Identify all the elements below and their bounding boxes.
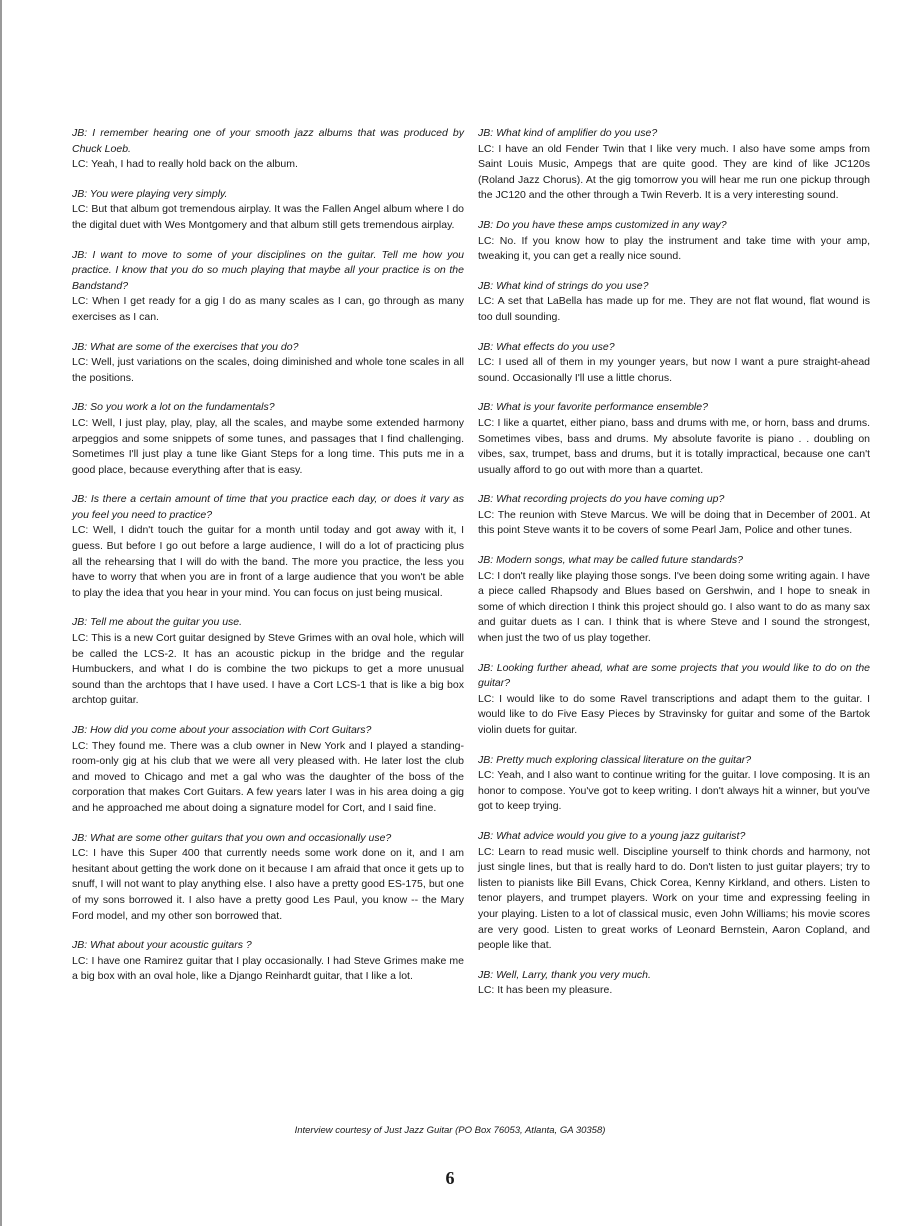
question: JB: What is your favorite performance ensemble? — [478, 401, 708, 414]
qa-block — [72, 400, 464, 478]
left-column — [72, 126, 464, 999]
answer: LC: A set that LaBella has made up for me. They are not flat wound, flat wound is too dull sounding. — [478, 295, 870, 323]
qa-block — [478, 753, 870, 815]
question: JB: What kind of amplifier do you use? — [478, 127, 658, 139]
qa-block — [478, 492, 870, 539]
answer: LC: I have one Ramirez guitar that I play occasionally. I had Steve Grimes make me a big box with an oval hole, like a Django Reinhardt guitar, that I like a lot. — [72, 954, 464, 983]
interview-credit: Interview courtesy of Just Jazz Guitar (PO Box 76053, Atlanta, GA 30358) — [294, 1125, 606, 1136]
qa-block — [478, 968, 870, 999]
answer: LC: I used all of them in my younger years, but now I want a pure straight-ahead sound. Occasionally I'll use a little chorus. — [478, 356, 870, 384]
answer: LC: I have this Super 400 that currently needs some work done on it, and I am hesitant about getting the work done on it because I am afraid that once it gets up to snuff, I will not want to play anything else. I also have a pretty good ES-175, but one of my sons borrowed it. I also have a pretty good Les Paul, you know -- the Mary Ford model, and my other son borrowed that. — [72, 847, 464, 922]
question: JB: What advice would you give to a young jazz guitarist? — [478, 829, 746, 842]
qa-block — [478, 279, 870, 326]
question: JB: What recording projects do you have coming up? — [478, 493, 725, 506]
qa-block — [478, 400, 870, 478]
qa-block — [72, 248, 464, 326]
question: JB: Modern songs, what may be called future standards? — [478, 554, 743, 567]
page-edge — [0, 0, 2, 1226]
answer: LC: Well, I didn't touch the guitar for a month until today and got away with it, I guess. But before I go out before a large audience, I will do a lot of practicing plus all the rehearsing that I will do with the band. The more you practice, the less you have to worry that when you are in front of a large audience that you won't be able to play the idea that you hear in your mind. You can focus on just being musical. — [72, 524, 464, 599]
question: JB: I want to move to some of your disciplines on the guitar. Tell me how you practice. I know that you do so much playing that maybe all your practice is on the Bandstand? — [72, 248, 464, 292]
question: JB: Tell me about the guitar you use. — [72, 616, 243, 629]
answer: LC: But that album got tremendous airplay. It was the Fallen Angel album where I do the digital duet with Wes Montgomery and that album still gets tremendous airplay. — [72, 203, 464, 231]
answer: LC: They found me. There was a club owner in New York and I played a standing-room-only gig at his club that we were all very pleased with. He later lost the club and moved to Chicago and met a gal who was the daughter of the boss of the corporation that makes Cort Guitars. A few years later I was in his area doing a gig and he approached me about doing a signature model for Cort, and I said fine. — [72, 739, 464, 814]
qa-block — [72, 187, 464, 234]
answer: LC: I don't really like playing those songs. I've been doing some writing again. I have a piece called Rhapsody and Blues based on Gershwin, and I hope to sneak in some of which direction I think this project should go. I also want to do as many sax and guitar duets as I can. I think that is where Steve and I sound the strongest, when just the two of us play together. — [478, 569, 870, 645]
qa-block — [72, 615, 464, 709]
right-column — [478, 126, 870, 1013]
answer: LC: No. If you know how to play the instrument and take time with your amp, tweaking it, you can get a really nice sound. — [478, 234, 870, 263]
answer: LC: When I get ready for a gig I do as many scales as I can, go through as many exercises as I can. — [72, 295, 464, 323]
answer: LC: I like a quartet, either piano, bass and drums with me, or horn, bass and drums. Sometimes vibes, bass and drums. My absolute favorite is piano . . doubling on vibes, sax, trumpet, bass and drums, but it is totally impractical, because one can't usually afford to go out with more than a quartet. — [478, 416, 870, 476]
question: JB: What effects do you use? — [478, 340, 615, 353]
question: JB: How did you come about your association with Cort Guitars? — [72, 724, 372, 736]
qa-block — [72, 831, 464, 925]
qa-block — [72, 938, 464, 985]
answer: LC: This is a new Cort guitar designed by Steve Grimes with an oval hole, which will be called the LCS-2. It has an acoustic pickup in the bridge and the regular Humbuckers, and what I do is combine the two pickups to get a more unusual sound than the archtops that I have used. I have a Cort LCS-1 that is like a big box archtop guitar. — [72, 632, 464, 707]
qa-block — [478, 553, 870, 647]
answer: LC: I would like to do some Ravel transcriptions and adapt them to the guitar. I would like to do Five Easy Pieces by Stravinsky for guitar and some of the Bartok violin duets for guitar. — [478, 692, 870, 736]
question: JB: Is there a certain amount of time that you practice each day, or does it vary as you feel you need to practice? — [72, 493, 464, 521]
question: JB: Do you have these amps customized in any way? — [478, 218, 727, 231]
question: JB: You were playing very simply. — [72, 187, 228, 200]
qa-block — [478, 340, 870, 387]
qa-block — [478, 218, 870, 265]
qa-block — [478, 661, 870, 739]
question: JB: Well, Larry, thank you very much. — [478, 968, 651, 981]
qa-block — [72, 340, 464, 387]
question: JB: What about your acoustic guitars ? — [72, 939, 252, 952]
question: JB: So you work a lot on the fundamentals? — [72, 401, 275, 414]
question: JB: I remember hearing one of your smooth jazz albums that was produced by Chuck Loeb. — [72, 127, 464, 155]
question: JB: What kind of strings do you use? — [478, 279, 649, 292]
question: JB: Looking further ahead, what are some projects that you would like to do on the guitar? — [478, 661, 870, 690]
answer: LC: It has been my pleasure. — [478, 984, 613, 997]
qa-block — [72, 126, 464, 173]
question: JB: What are some of the exercises that you do? — [72, 340, 299, 353]
answer: LC: I have an old Fender Twin that I like very much. I also have some amps from Saint Louis Music, Ampegs that are quite good. They are kind of like JC120s (Roland Jazz Chorus). At the gig tomorrow you will hear me run one pickup through the JC120 and the other through a Twin Reverb. It is a very interesting sound. — [478, 142, 870, 202]
answer: LC: Well, just variations on the scales, doing diminished and whole tone scales in all the positions. — [72, 356, 464, 384]
answer: LC: Yeah, and I also want to continue writing for the guitar. I love composing. It is an honor to compose. You've got to keep writing. I don't always hit a winner, but you've got to keep trying. — [478, 769, 870, 813]
answer: LC: Learn to read music well. Discipline yourself to think chords and harmony, not just single lines, but that is really hard to do. Don't listen to just guitar players; try to listen to pianists like Bill Evans, Chick Corea, Kenny Kirkland, and others. Listen to tenor players, and trumpet players. Work on your time and expressing feeling in your playing. Listen to a lot of classical music, even John Williams; his movie scores are very good. Listen to great works of Leonard Bernstein, Aaron Copland, and people like that. — [478, 845, 870, 952]
qa-block — [72, 723, 464, 817]
answer: LC: Well, I just play, play, play, all the scales, and maybe some extended harmony arpeggios and some snippets of some tunes, and passages that I find challenging. Sometimes I'll just play a tune like Giant Steps for a long time. This puts me in a good place, because everything after that is easy. — [72, 416, 464, 476]
answer: LC: Yeah, I had to really hold back on the album. — [72, 158, 298, 171]
qa-block — [478, 126, 870, 204]
page-number: 6 — [445, 1168, 455, 1188]
qa-block — [478, 829, 870, 954]
qa-block — [72, 492, 464, 601]
question: JB: What are some other guitars that you own and occasionally use? — [72, 831, 392, 844]
answer: LC: The reunion with Steve Marcus. We will be doing that in December of 2001. At this point Steve wants it to be covers of some Pearl Jam, Police and other tunes. — [478, 508, 870, 537]
question: JB: Pretty much exploring classical literature on the guitar? — [478, 753, 752, 766]
